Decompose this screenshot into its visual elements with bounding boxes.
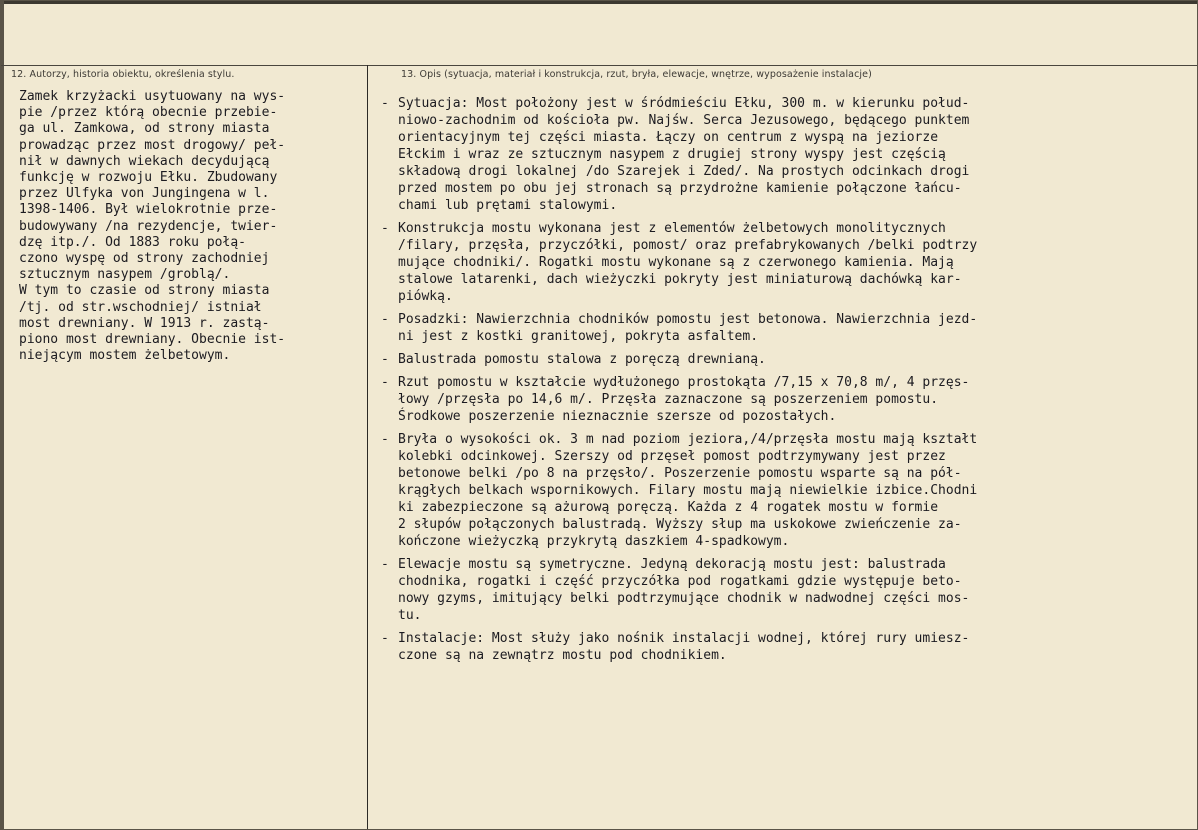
header-rule — [1, 65, 1198, 66]
dash-bullet: - — [381, 96, 389, 111]
description-item-text: Rzut pomostu w kształcie wydłużonego prostokąta /7,15 x 70,8 m/, 4 przęs- łowy /przęsła po 14,6 m/. Przęsła zaznaczone są poszerzeniem pomostu. Środkowe poszerzenie nieznacznie szersze od pozostałych. — [398, 375, 970, 424]
description-item-form — [381, 431, 1191, 550]
card-left-edge — [1, 1, 4, 830]
dash-bullet: - — [381, 221, 389, 236]
description-item-construction — [381, 220, 1191, 305]
description-item-text: Instalacje: Most służy jako nośnik instalacji wodnej, której rury umiesz- czone są na zewnątrz mostu pod chodnikiem. — [398, 631, 970, 663]
section-12-label: 12. Autorzy, historia obiektu, określenia stylu. — [11, 69, 235, 80]
card-top-edge — [1, 1, 1198, 4]
dash-bullet: - — [381, 352, 389, 367]
description-item-text: Sytuacja: Most położony jest w śródmieściu Ełku, 300 m. w kierunku połud- niowo-zachodnim od kościoła pw. Najśw. Serca Jezusowego, będącego punktem orientacyjnym tej części miasta. Łączy on centrum z wyspą na jeziorze Ełckim i wraz ze sztucznym nasypem z drugiej strony wyspy jest częścią składową drogi lokalnej /do Szarejek i Zded/. Na prostych odcinkach drogi przed mostem po obu jej stronach są przydrożne kamienie połączone łańcu- chami lub prętami stalowymi. — [398, 96, 970, 213]
description-item-text: Bryła o wysokości ok. 3 m nad poziom jeziora,/4/przęsła mostu mają kształt kolebki odcinkowej. Szerszy od przęseł pomost podtrzymywany jest przez betonowe belki /po 8 na przęsło/. Poszerzenie pomostu wsparte są na pół- krągłych belkach wspornikowych. Filary mostu mają niewielkie izbice.Chodni ki zabezpieczone są ażurową poręczą. Każda z 4 rogatek mostu w formie 2 słupów połączonych balustradą. Wyższy słup ma uskokowe zwieńczenie za- kończone wieżyczką przykrytą daszkiem 4-spadkowym. — [398, 432, 978, 549]
history-text: Zamek krzyżacki usytuowany na wys- pie /przez którą obecnie przebie- ga ul. Zamkowa, od strony miasta prowadząc przez most drogowy/ peł- nił w dawnych wiekach decydującą funkcję w rozwoju Ełku. Zbudowany przez Ulfyka von Jungingena w l. 1398-1406. Był wielokrotnie prze- budowywany /na rezydencje, twier- dzę itp./. Od 1883 roku połą- czono wyspę od strony zachodniej sztucznym nasypem /groblą/. W tym to czasie od strony miasta /tj. od str.wschodniej/ istniał most drewniany. W 1913 r. zastą- piono most drewniany. Obecnie ist- niejącym mostem żelbetowym. — [19, 89, 286, 364]
dash-bullet: - — [381, 631, 389, 646]
dash-bullet: - — [381, 375, 389, 390]
description-item-elevations — [381, 556, 1191, 624]
section-13-label: 13. Opis (sytuacja, materiał i konstrukcja, rzut, bryła, elewacje, wnętrze, wyposażenie instalacje) — [401, 69, 872, 80]
dash-bullet: - — [381, 557, 389, 572]
description-list — [381, 95, 1191, 670]
description-item-installations — [381, 630, 1191, 664]
description-item-text: Konstrukcja mostu wykonana jest z elementów żelbetowych monolitycznych /filary, przęsła, przyczółki, pomost/ oraz prefabrykowanych /belki podtrzy mujące chodniki/. Rogatki mostu wykonane są z czerwonego kamienia. Mają stalowe latarenki, dach wieżyczki pokryty jest miniaturową dachówką kar- piówką. — [398, 221, 978, 304]
description-item-balustrade — [381, 351, 1191, 368]
description-item-surfaces — [381, 311, 1191, 345]
description-item-plan — [381, 374, 1191, 425]
description-item-situation — [381, 95, 1191, 214]
dash-bullet: - — [381, 312, 389, 327]
description-item-text: Balustrada pomostu stalowa z poręczą drewnianą. — [398, 352, 766, 367]
description-item-text: Elewacje mostu są symetryczne. Jedyną dekoracją mostu jest: balustrada chodnika, rogatki i część przyczółka pod rogatkami gdzie występuje beto- nowy gzyms, imitujący belki podtrzymujące chodnik w nadwodnej części mos- tu. — [398, 557, 970, 623]
dash-bullet: - — [381, 432, 389, 447]
column-divider — [367, 65, 368, 830]
description-item-text: Posadzki: Nawierzchnia chodników pomostu jest betonowa. Nawierzchnia jezd- ni jest z kostki granitowej, pokryta asfaltem. — [398, 312, 978, 344]
